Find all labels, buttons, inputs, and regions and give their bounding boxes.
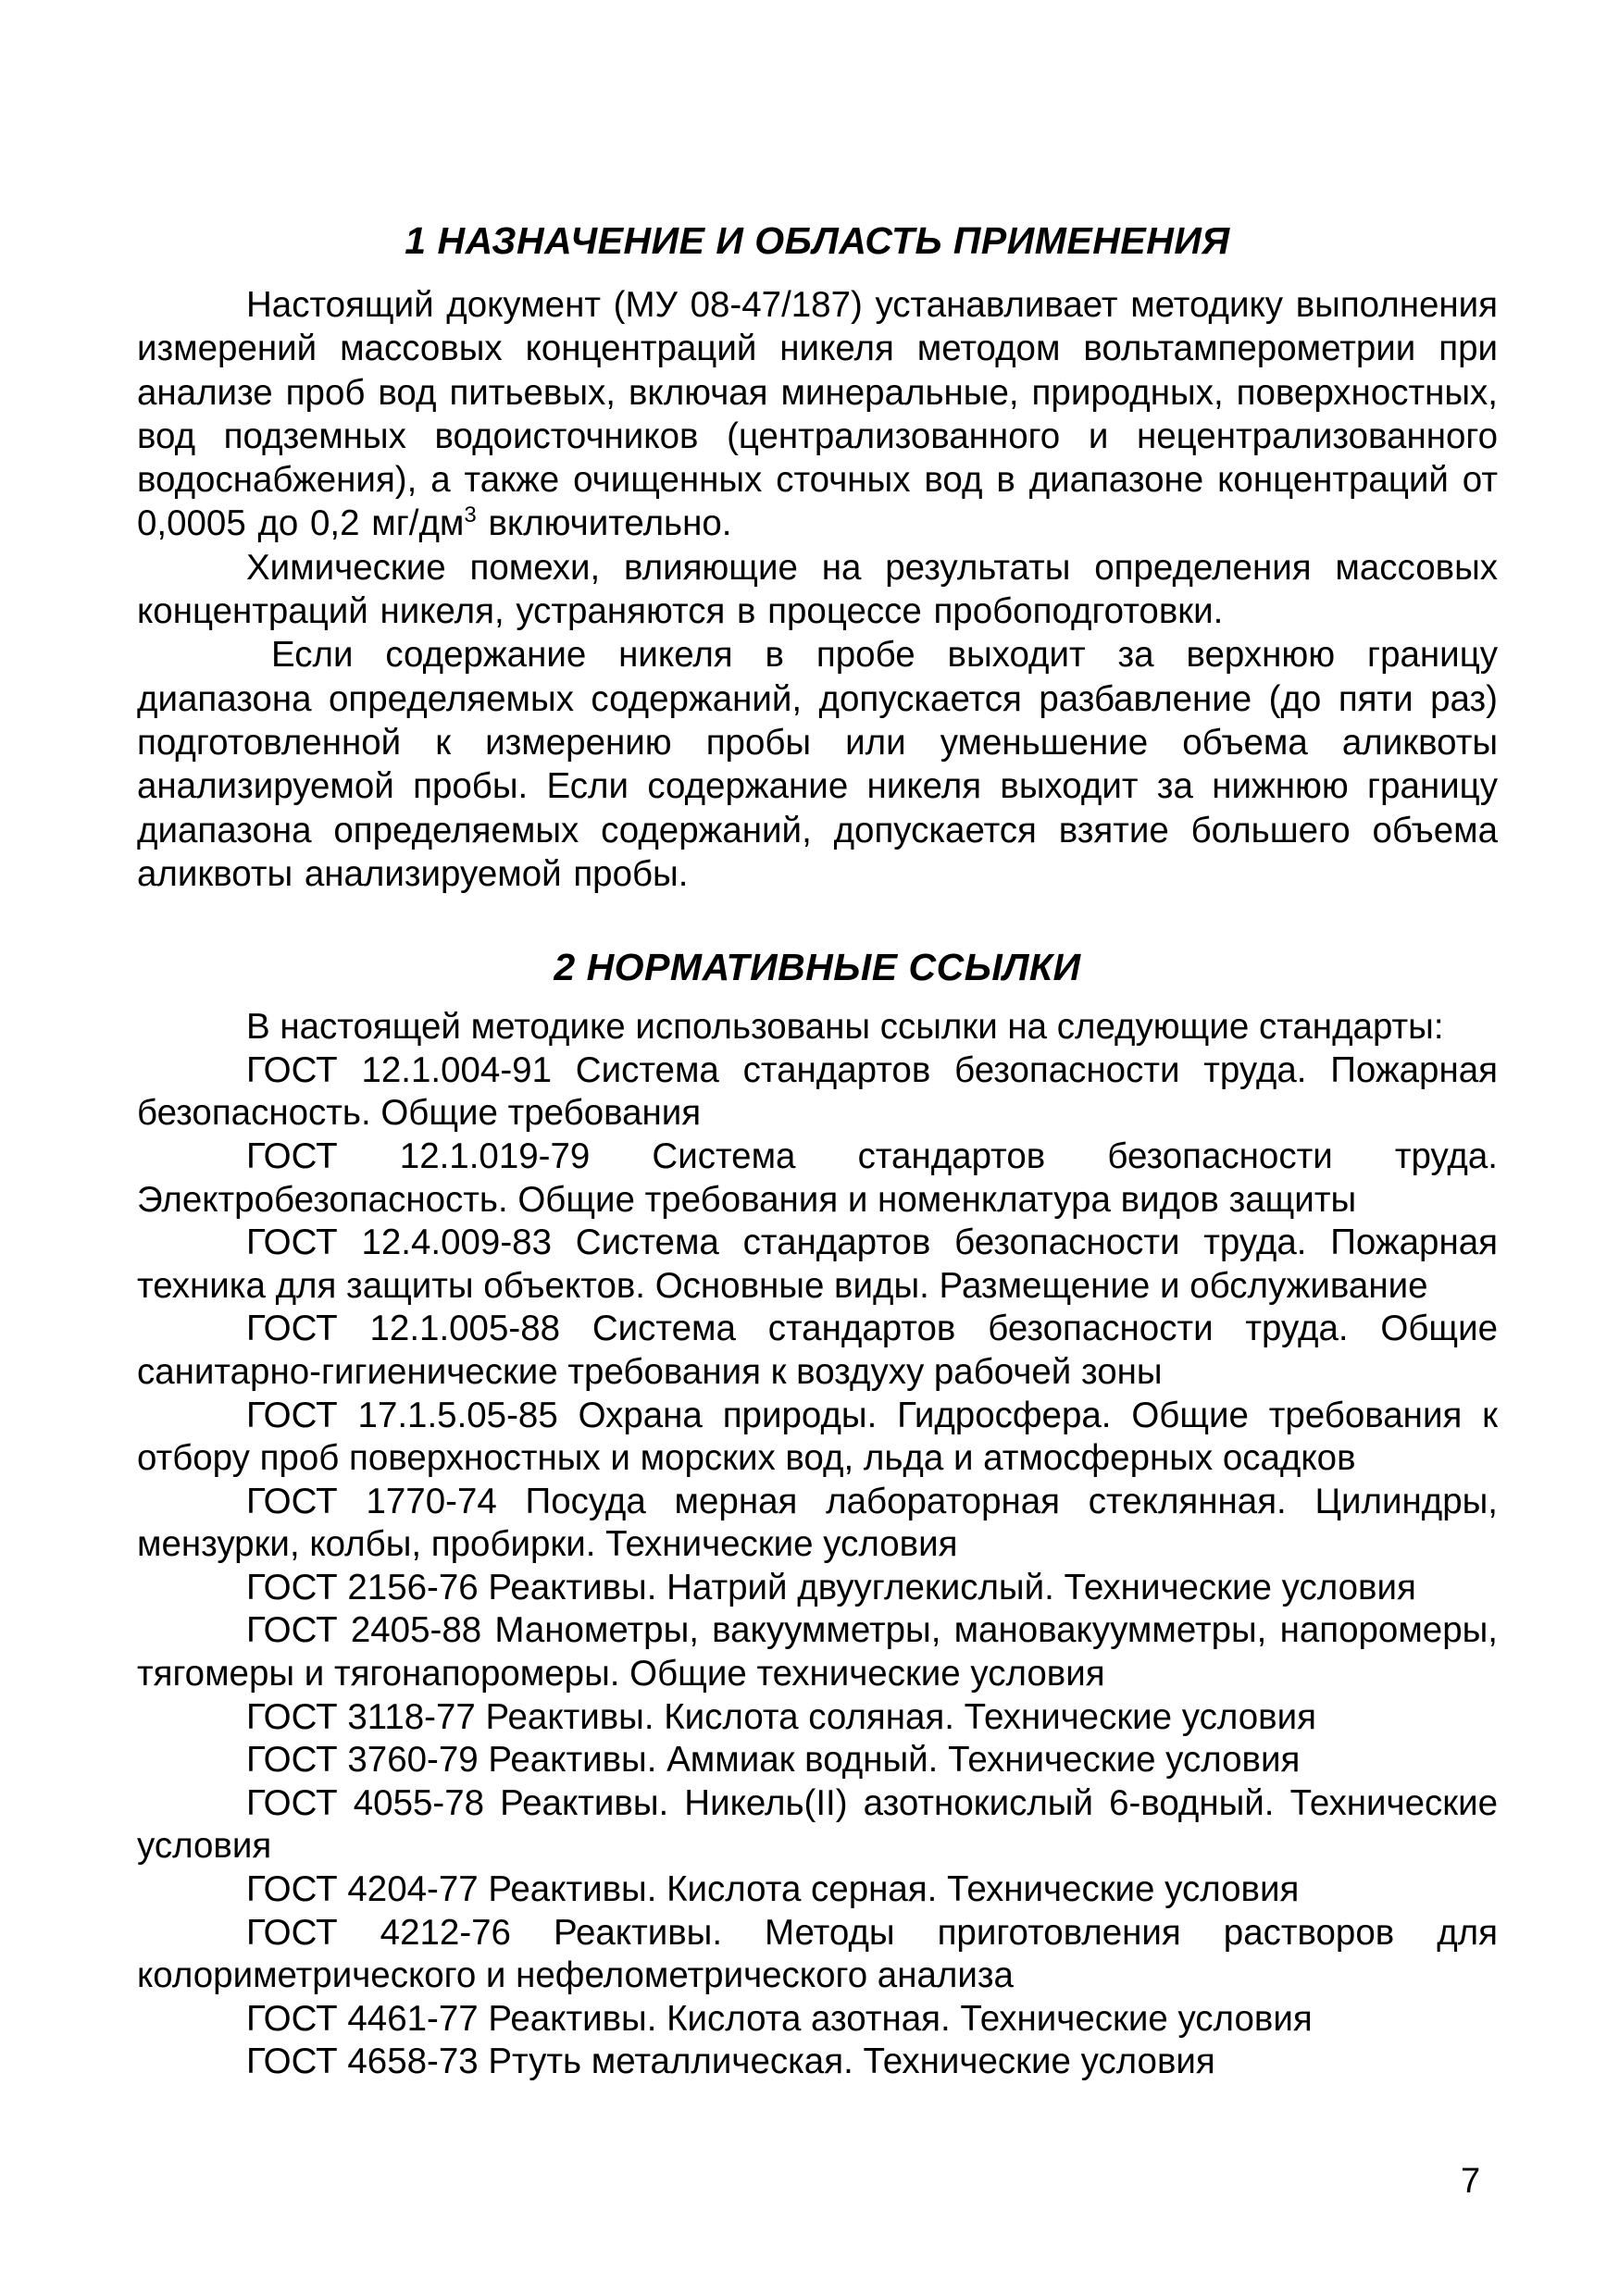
standard-item: ГОСТ 4055-78 Реактивы. Никель(II) азотнокислый 6-водный. Технические условия [137, 1782, 1498, 1867]
section-1-title: 1 НАЗНАЧЕНИЕ И ОБЛАСТЬ ПРИМЕНЕНИЯ [405, 219, 1230, 262]
standard-item: ГОСТ 4461-77 Реактивы. Кислота азотная. Технические условия [246, 1998, 1313, 2039]
standard-item: ГОСТ 12.1.004-91 Система стандартов безопасности труда. Пожарная безопасность. Общие требования [137, 1049, 1498, 1134]
paragraph-1-text: Настоящий документ (МУ 08-47/187) устанавливает методику выполнения измерений массовых концентраций никеля методом вольтамперометрии при анализе проб вод питьевых, включая минеральные, природных, поверхностных, вод подземных водоисточников (централизованного и нецентрализованного водоснабжения), а также очищенных сточных вод в диапазоне концентраций от 0,0005 до 0,2 мг/дм [137, 285, 1498, 544]
section-2-title: 2 НОРМАТИВНЫЕ ССЫЛКИ [554, 946, 1081, 989]
standard-item: ГОСТ 12.4.009-83 Система стандартов безопасности труда. Пожарная техника для защиты объектов. Основные виды. Размещение и обслуживание [137, 1222, 1498, 1306]
standard-item: ГОСТ 2405-88 Манометры, вакуумметры, мановакуумметры, напоромеры, тягомеры и тягонапоромеры. Общие технические условия [137, 1610, 1498, 1694]
page-number: 7 [1461, 2162, 1481, 2201]
standard-item: ГОСТ 3760-79 Реактивы. Аммиак водный. Технические условия [246, 1740, 1301, 1781]
superscript-3: 3 [464, 503, 477, 528]
standard-item: ГОСТ 3118-77 Реактивы. Кислота соляная. Технические условия [246, 1696, 1316, 1737]
section-1-paragraph-2: Химические помехи, влияющие на результаты определения массовых концентраций никеля, устраняются в процессе пробоподготовки. [137, 547, 1498, 632]
standard-item: ГОСТ 4204-77 Реактивы. Кислота серная. Технические условия [246, 1869, 1300, 1910]
standard-item: ГОСТ 12.1.019-79 Система стандартов безопасности труда. Электробезопасность. Общие требования и номенклатура видов защиты [137, 1136, 1498, 1220]
section-1-paragraph-3: Если содержание никеля в пробе выходит за верхнюю границу диапазона определяемых содержаний, допускается разбавление (до пяти раз) подготовленной к измерению пробы или уменьшение объема аликвоты анализируемой пробы. Если содержание никеля выходит за нижнюю границу диапазона определяемых содержаний, допускается взятие большего объема аликвоты анализируемой пробы. [137, 635, 1498, 894]
standard-item: ГОСТ 4212-76 Реактивы. Методы приготовления растворов для колориметрического и нефелометрического анализа [137, 1912, 1498, 1996]
standards-list [137, 1049, 1498, 2084]
standard-item: ГОСТ 17.1.5.05-85 Охрана природы. Гидросфера. Общие требования к отбору проб поверхностных и морских вод, льда и атмосферных осадков [137, 1395, 1498, 1479]
section-2-intro: В настоящей методике использованы ссылки на следующие стандарты: [246, 1007, 1444, 1048]
standard-item: ГОСТ 1770-74 Посуда мерная лабораторная стеклянная. Цилиндры, мензурки, колбы, пробирки. Технические условия [137, 1481, 1498, 1565]
document-page [137, 213, 1498, 2084]
paragraph-1-end: включительно. [476, 503, 732, 544]
standard-item: ГОСТ 4658-73 Ртуть металлическая. Технические условия [246, 2042, 1215, 2082]
section-1-paragraph-1 [137, 283, 1498, 546]
standard-item: ГОСТ 2156-76 Реактивы. Натрий двууглекислый. Технические условия [246, 1567, 1416, 1607]
standard-item: ГОСТ 12.1.005-88 Система стандартов безопасности труда. Общие санитарно-гигиенические требования к воздуху рабочей зоны [137, 1309, 1498, 1392]
